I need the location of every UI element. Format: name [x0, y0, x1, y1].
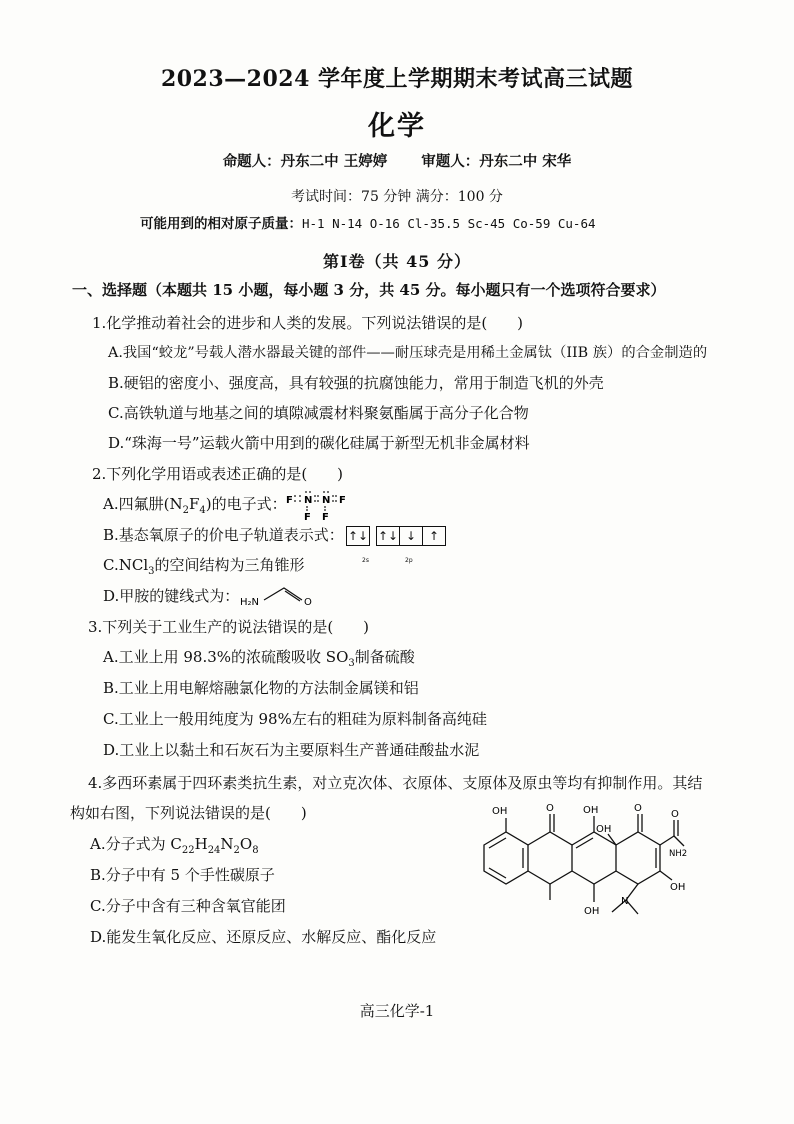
- doxycycline-structure: [462, 800, 702, 940]
- part-heading: 第Ⅰ卷（共 45 分）: [323, 252, 471, 271]
- n2f4-electron-dot-formula: [284, 488, 354, 524]
- atom-f-left: F: [286, 495, 293, 506]
- n-label: N: [621, 896, 629, 907]
- question-3-option-a: A.工业上用 98.3%的浓硫酸吸收 $SO_3$制备硫酸: [103, 648, 415, 669]
- orbital-2p: [376, 526, 446, 546]
- authors-line: [0, 150, 794, 171]
- question-3-option-d: D.工业上以黏土和石灰石为主要原料生产普通硅酸盐水泥: [103, 741, 480, 759]
- o-label-1: O: [546, 803, 554, 814]
- subject-title: 化学: [368, 111, 426, 142]
- oh-label-2: OH: [583, 805, 599, 816]
- question-4-option-c: C.分子中含有三种含氧官能团: [90, 897, 286, 915]
- question-1-option-d: D.“珠海一号”运载火箭中用到的碳化硅属于新型无机非金属材料: [108, 434, 530, 452]
- atom-n-2: N: [322, 495, 331, 506]
- oh-label-1: OH: [492, 806, 508, 817]
- question-3-option-c: C.工业上一般用纯度为 98%左右的粗硅为原料制备高纯硅: [103, 710, 487, 728]
- oh-label-5: OH: [584, 906, 600, 917]
- question-1-stem: 1.化学推动着社会的进步和人类的发展。下列说法错误的是( ): [92, 314, 524, 332]
- question-1-option-b: B.硬铝的密度小、强度高，具有较强的抗腐蚀能力，常用于制造飞机的外壳: [108, 374, 604, 392]
- orbital-2s: [346, 526, 370, 546]
- question-2-option-c: C.NCl$_3$的空间结构为三角锥形: [103, 556, 305, 577]
- atomic-masses: [140, 212, 596, 232]
- masses-values: H-1 N-14 O-16 Cl-35.5 Sc-45 Co-59 Cu-64: [302, 216, 596, 231]
- reviewer: 审题人：丹东二中 宋华: [421, 153, 572, 170]
- question-1-option-a: A.我国“蛟龙”号载人潜水器最关键的部件——耐压球壳是用稀土金属钛（IIB 族）的合金制造的: [108, 345, 708, 361]
- exam-title: 2023—2024 学年度上学期期末考试高三试题: [160, 66, 634, 92]
- oh-label-4: OH: [670, 882, 686, 893]
- question-2-option-d: D.甲胺的键线式为：: [103, 587, 240, 605]
- atom-f-right: F: [339, 495, 346, 506]
- orbital-label-2p: 2p: [405, 557, 413, 564]
- author: 命题人：丹东二中 王婷婷: [222, 153, 388, 170]
- question-3-stem: 3.下列关于工业生产的说法错误的是( ): [88, 618, 370, 636]
- o-atom: O: [304, 597, 312, 608]
- atom-f-bottom-2: F: [322, 512, 329, 523]
- question-4-option-b: B.分子中有 5 个手性碳原子: [90, 866, 275, 884]
- question-3-option-b: B.工业上用电解熔融氯化物的方法制金属镁和铝: [103, 679, 419, 697]
- nh2-label: NH2: [669, 849, 688, 859]
- oh-label-3: OH: [596, 824, 612, 835]
- orbital-label-2s: 2s: [362, 557, 369, 564]
- section-heading: 一、选择题（本题共 15 小题，每小题 3 分，共 45 分。每小题只有一个选项符合要求）: [72, 281, 666, 299]
- question-2-option-a: A.四氟肼$(N_2F_4)$的电子式：: [103, 495, 287, 516]
- page-footer: 高三化学-1: [359, 1002, 435, 1020]
- orbital-box: ↑: [423, 526, 446, 546]
- question-1-option-c: C.高铁轨道与地基之间的填隙减震材料聚氨酯属于高分子化合物: [108, 404, 529, 422]
- masses-label: 可能用到的相对原子质量：: [140, 216, 302, 232]
- orbital-box: ↑↓: [376, 526, 400, 546]
- orbital-box: ↑↓: [346, 526, 370, 546]
- methylamine-skeletal-formula: [238, 578, 318, 610]
- h2n-group: H₂N: [240, 597, 260, 608]
- question-2-option-b: B.基态氧原子的价电子轨道表示式：: [103, 526, 344, 544]
- o-label-3: O: [671, 809, 679, 820]
- atom-n-1: N: [304, 495, 313, 506]
- orbital-box: ↓: [400, 526, 423, 546]
- atom-f-bottom-1: F: [304, 512, 311, 523]
- question-4-option-a: A.分子式为 $C_{22}H_{24}N_2O_8$: [90, 835, 259, 856]
- question-2-stem: 2.下列化学用语或表述正确的是( ): [92, 465, 344, 483]
- exam-info: 考试时间：75 分钟 满分：100 分: [291, 189, 503, 205]
- oxygen-orbital-diagram: [346, 526, 446, 546]
- o-label-2: O: [634, 803, 642, 814]
- question-4-stem-line-1: 4.多西环素属于四环素类抗生素，对立克次体、衣原体、支原体及原虫等均有抑制作用。其结: [88, 774, 703, 792]
- question-4-stem-line-2: 构如右图，下列说法错误的是( ): [70, 804, 307, 822]
- question-4-option-d: D.能发生氧化反应、还原反应、水解反应、酯化反应: [90, 928, 437, 946]
